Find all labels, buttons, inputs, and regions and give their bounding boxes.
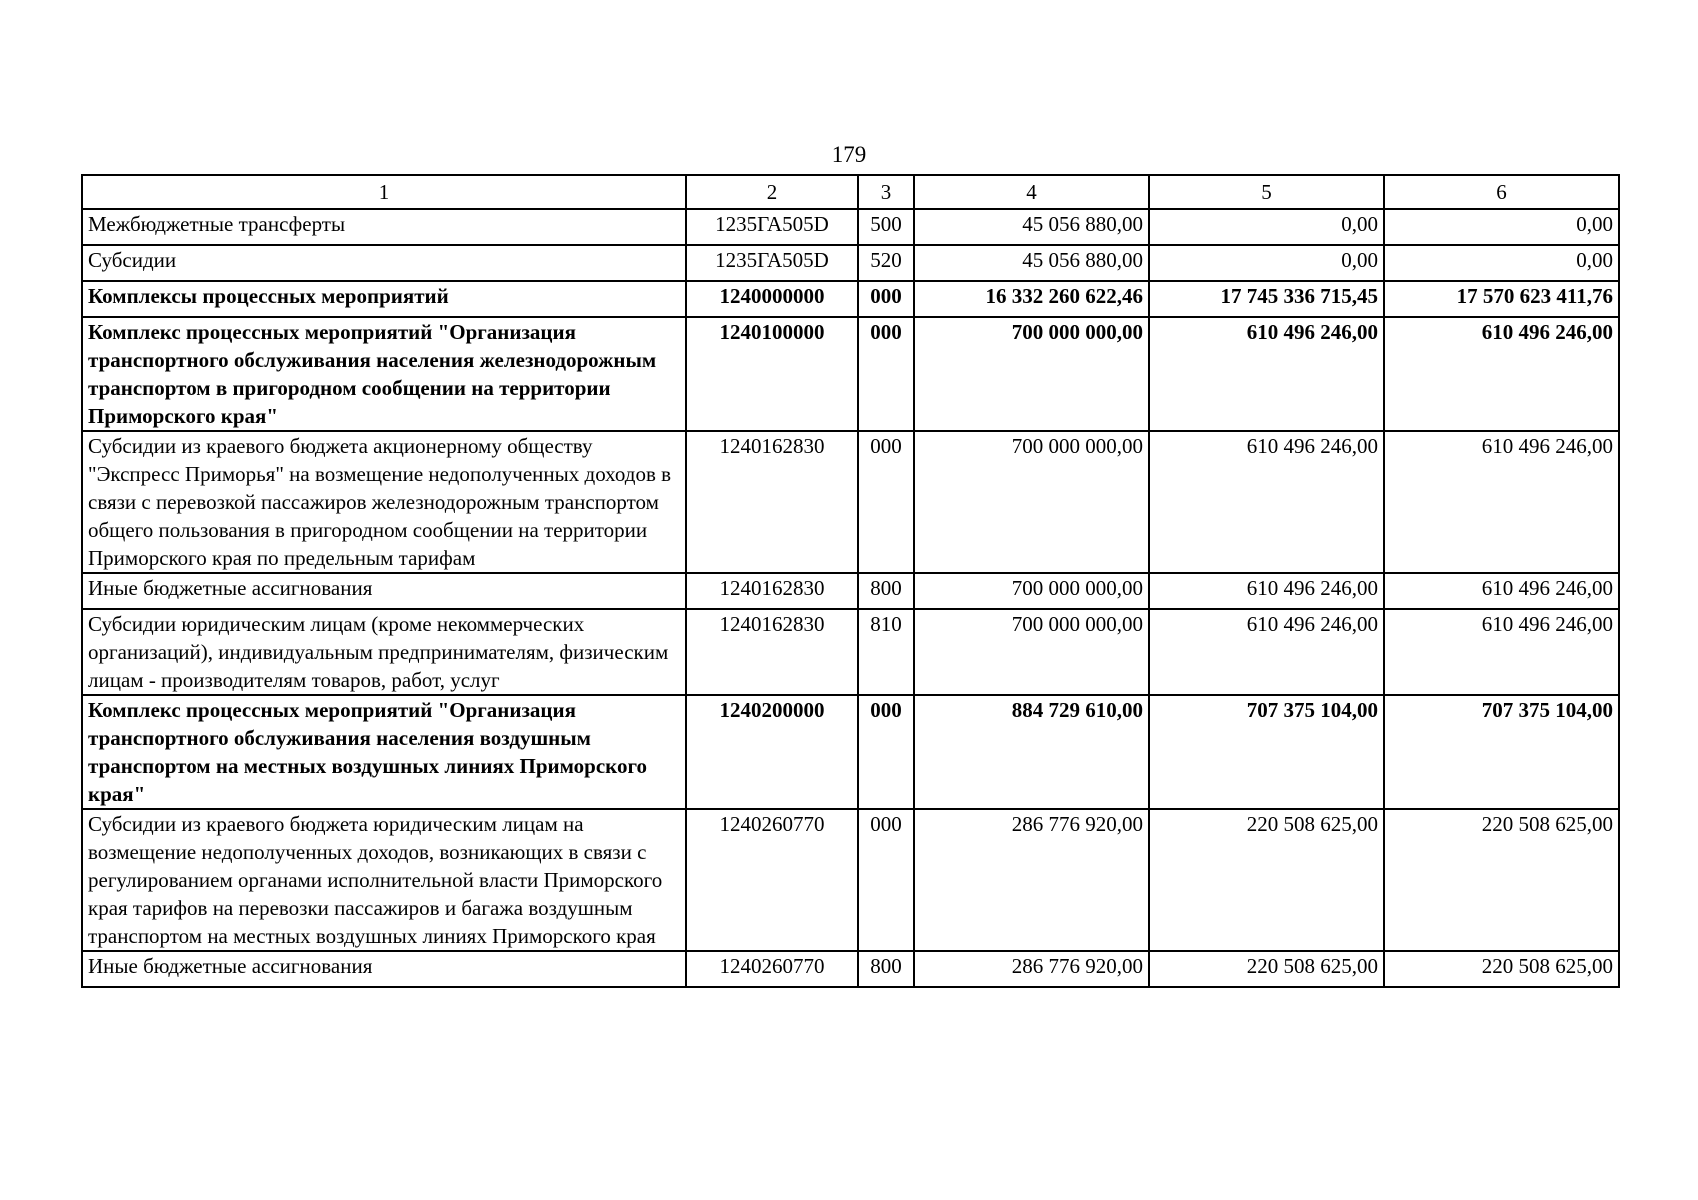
row-amount-5: 220 508 625,00 [1149,809,1384,951]
row-amount-5: 17 745 336 715,45 [1149,281,1384,317]
row-amount-5: 610 496 246,00 [1149,431,1384,573]
table-row [82,245,1619,281]
row-name: Субсидии [82,245,686,281]
column-header-2: 2 [686,175,858,209]
row-code: 1240162830 [686,573,858,609]
column-header-3: 3 [858,175,914,209]
row-amount-4: 45 056 880,00 [914,209,1149,245]
table-row [82,951,1619,987]
row-name: Комплекс процессных мероприятий "Организация транспортного обслуживания населения воздушным транспортом на местных воздушных линиях Приморского края" [82,695,686,809]
header-row [82,175,1619,209]
row-kind: 500 [858,209,914,245]
row-code: 1240200000 [686,695,858,809]
table-row [82,431,1619,573]
budget-table [81,174,1620,988]
row-amount-6: 17 570 623 411,76 [1384,281,1619,317]
row-amount-5: 610 496 246,00 [1149,573,1384,609]
table-row [82,573,1619,609]
row-kind: 800 [858,951,914,987]
row-amount-4: 700 000 000,00 [914,609,1149,695]
page-number: 179 [831,142,867,167]
row-code: 1240260770 [686,951,858,987]
row-name: Субсидии из краевого бюджета юридическим лицам на возмещение недополученных доходов, возникающих в связи с регулированием органами исполнительной власти Приморского края тарифов на перевозки пассажиров и багажа воздушным транспортом на местных воздушных линиях Приморского края [82,809,686,951]
row-name: Комплексы процессных мероприятий [82,281,686,317]
row-kind: 000 [858,281,914,317]
row-code: 1240260770 [686,809,858,951]
row-amount-5: 220 508 625,00 [1149,951,1384,987]
column-header-4: 4 [914,175,1149,209]
row-amount-6: 610 496 246,00 [1384,431,1619,573]
row-amount-6: 610 496 246,00 [1384,317,1619,431]
row-amount-6: 610 496 246,00 [1384,609,1619,695]
row-amount-5: 707 375 104,00 [1149,695,1384,809]
row-amount-6: 707 375 104,00 [1384,695,1619,809]
row-kind: 810 [858,609,914,695]
row-code: 1235ГА505D [686,245,858,281]
row-amount-6: 0,00 [1384,209,1619,245]
row-code: 1240100000 [686,317,858,431]
row-amount-5: 610 496 246,00 [1149,609,1384,695]
row-name: Субсидии из краевого бюджета акционерному обществу "Экспресс Приморья" на возмещение недополученных доходов в связи с перевозкой пассажиров железнодорожным транспортом общего пользования в пригородном сообщении на территории Приморского края по предельным тарифам [82,431,686,573]
row-amount-4: 286 776 920,00 [914,951,1149,987]
row-amount-5: 0,00 [1149,209,1384,245]
row-amount-4: 700 000 000,00 [914,431,1149,573]
row-amount-4: 700 000 000,00 [914,317,1149,431]
row-kind: 000 [858,317,914,431]
table-row [82,209,1619,245]
column-header-1: 1 [82,175,686,209]
row-amount-5: 610 496 246,00 [1149,317,1384,431]
table-row [82,281,1619,317]
row-amount-6: 610 496 246,00 [1384,573,1619,609]
row-name: Иные бюджетные ассигнования [82,573,686,609]
row-name: Комплекс процессных мероприятий "Организация транспортного обслуживания населения железнодорожным транспортом в пригородном сообщении на территории Приморского края" [82,317,686,431]
table-row [82,809,1619,951]
table-row [82,609,1619,695]
row-amount-4: 286 776 920,00 [914,809,1149,951]
row-kind: 000 [858,431,914,573]
row-amount-4: 16 332 260 622,46 [914,281,1149,317]
row-code: 1235ГА505D [686,209,858,245]
row-kind: 000 [858,809,914,951]
row-amount-4: 45 056 880,00 [914,245,1149,281]
row-amount-6: 220 508 625,00 [1384,809,1619,951]
row-code: 1240162830 [686,431,858,573]
row-amount-6: 0,00 [1384,245,1619,281]
row-kind: 800 [858,573,914,609]
column-header-6: 6 [1384,175,1619,209]
row-amount-4: 700 000 000,00 [914,573,1149,609]
row-amount-6: 220 508 625,00 [1384,951,1619,987]
row-kind: 520 [858,245,914,281]
row-name: Иные бюджетные ассигнования [82,951,686,987]
row-amount-4: 884 729 610,00 [914,695,1149,809]
table-row [82,317,1619,431]
column-header-5: 5 [1149,175,1384,209]
row-code: 1240162830 [686,609,858,695]
row-amount-5: 0,00 [1149,245,1384,281]
table-row [82,695,1619,809]
row-code: 1240000000 [686,281,858,317]
row-name: Субсидии юридическим лицам (кроме некоммерческих организаций), индивидуальным предпринимателям, физическим лицам - производителям товаров, работ, услуг [82,609,686,695]
row-kind: 000 [858,695,914,809]
row-name: Межбюджетные трансферты [82,209,686,245]
